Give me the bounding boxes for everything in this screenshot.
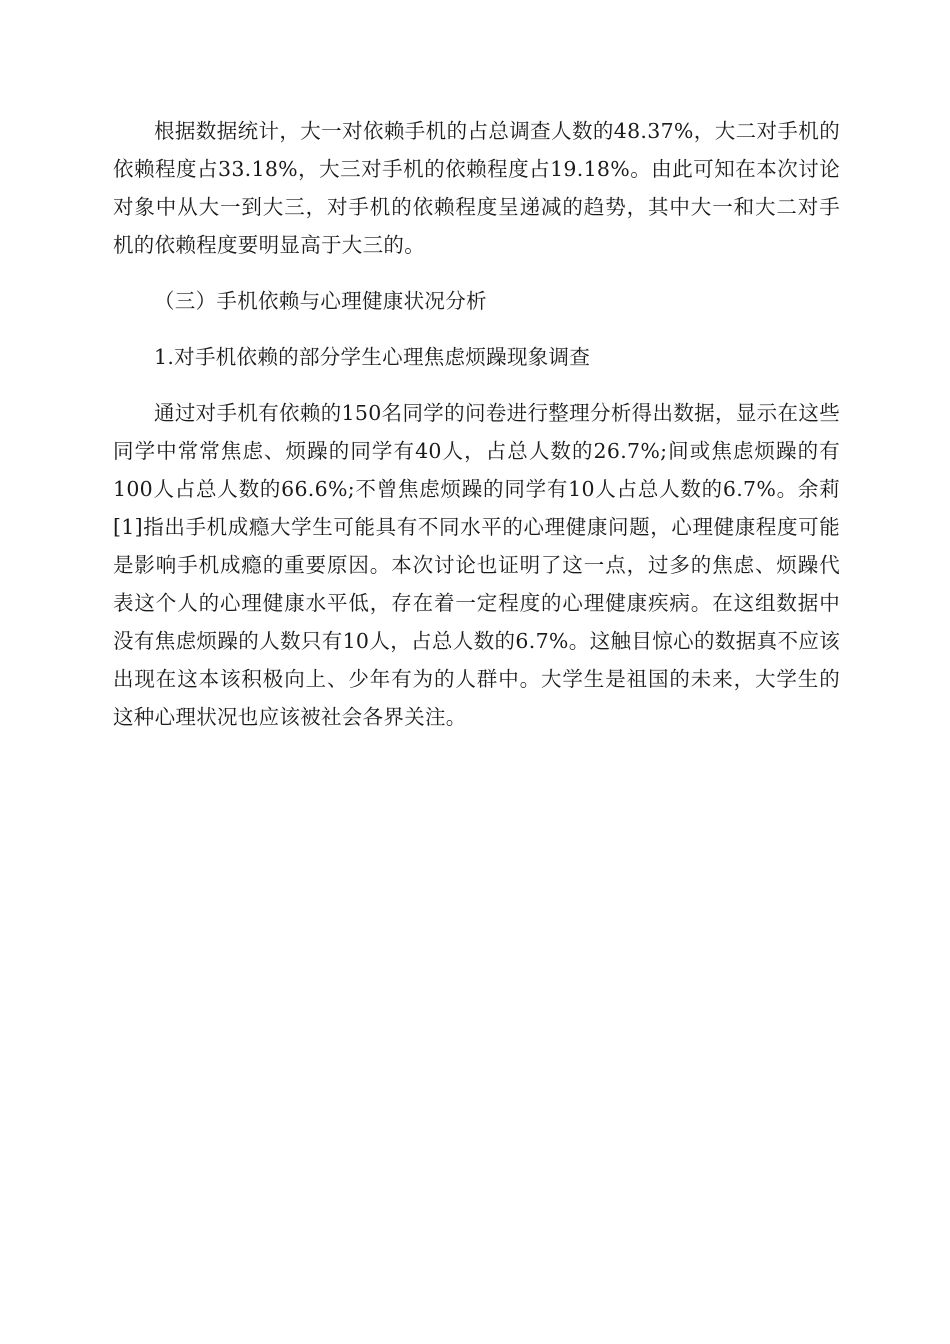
- subsection-heading: 1.对手机依赖的部分学生心理焦虑烦躁现象调查: [154, 345, 591, 369]
- section-heading: （三）手机依赖与心理健康状况分析: [154, 289, 487, 313]
- paragraph-anxiety-survey: 通过对手机有依赖的150名同学的问卷进行整理分析得出数据，显示在这些同学中常常焦虑、烦躁的同学有40人，占总人数的26.7%;间或焦虑烦躁的有100人占总人数的66.6%;不曾焦虑烦躁的同学有10人占总人数的6.7%。余莉[1]指出手机成瘾大学生可能具有不同水平的心理健康问题，心理健康程度可能是影响手机成瘾的重要原因。本次讨论也证明了这一点，过多的焦虑、烦躁代表这个人的心理健康水平低，存在着一定程度的心理健康疾病。在这组数据中没有焦虑烦躁的人数只有10人，占总人数的6.7%。这触目惊心的数据真不应该出现在这本该积极向上、少年有为的人群中。大学生是祖国的未来，大学生的这种心理状况也应该被社会各界关注。: [113, 401, 840, 729]
- document-page: [113, 112, 840, 736]
- paragraph-phone-dependence-by-grade: 根据数据统计，大一对依赖手机的占总调查人数的48.37%，大二对手机的依赖程度占33.18%，大三对手机的依赖程度占19.18%。由此可知在本次讨论对象中从大一到大三，对手机的依赖程度呈递减的趋势，其中大一和大二对手机的依赖程度要明显高于大三的。: [113, 119, 840, 257]
